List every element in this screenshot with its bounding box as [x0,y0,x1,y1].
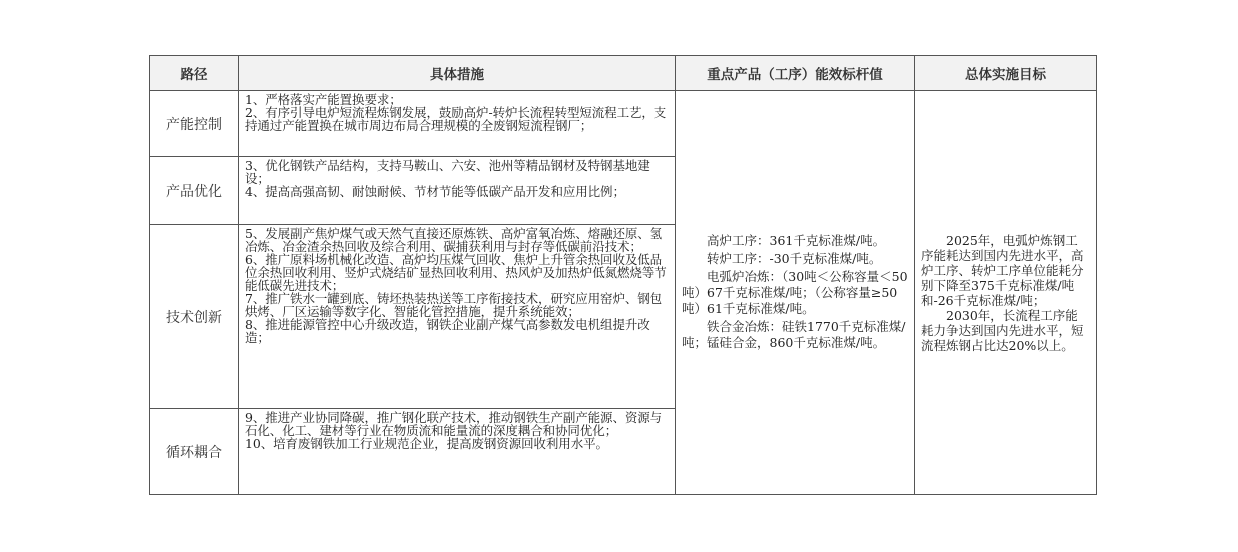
path-cell: 循环耦合 [150,409,239,495]
measure-item: 8、推进能源管控中心升级改造，钢铁企业副产煤气高参数发电机组提升改造； [245,317,650,345]
path-cell: 技术创新 [150,225,239,409]
header-benchmarks: 重点产品（工序）能效标杆值 [676,56,915,91]
table-row [150,91,1097,157]
measure-item: 5、发展副产焦炉煤气或天然气直接还原炼铁、高炉富氧冶炼、熔融还原、氢冶炼、冶金渣余热回收及综合利用、碳捕获利用与封存等低碳前沿技术； [245,226,663,254]
header-measures: 具体措施 [239,56,676,91]
benchmark-item: 铁合金冶炼：硅铁1770千克标准煤/吨；锰硅合金，860千克标准煤/吨。 [682,318,906,350]
table-header-row [150,56,1097,91]
measure-item: 7、推广铁水一罐到底、铸坯热装热送等工序衔接技术，研究应用窑炉、钢包烘烤、厂区运输等数字化、智能化管控措施，提升系统能效； [245,291,663,319]
header-path: 路径 [150,56,239,91]
benchmark-item: 电弧炉冶炼：（30吨＜公称容量＜50吨）67千克标准煤/吨；（公称容量≥50吨）61千克标准煤/吨。 [682,268,908,316]
goal-cell [915,91,1097,495]
goal-item: 2030年，长流程工序能耗力争达到国内先进水平，短流程炼钢占比达20%以上。 [921,307,1084,353]
header-goals: 总体实施目标 [915,56,1097,91]
measures-cell [239,91,676,157]
path-cell: 产能控制 [150,91,239,157]
measure-item: 4、提高高强高韧、耐蚀耐候、节材节能等低碳产品开发和应用比例； [245,184,625,199]
measures-cell [239,157,676,225]
benchmark-cell [676,91,915,495]
measure-item: 9、推进产业协同降碳，推广钢化联产技术，推动钢铁生产副产能源、资源与石化、化工、建材等行业在物质流和能量流的深度耦合和协同优化； [245,410,663,438]
measures-cell [239,409,676,495]
measures-cell [239,225,676,409]
measures-table [149,55,1097,495]
measure-item: 1、严格落实产能置换要求； [245,92,402,107]
benchmark-item: 高炉工序：361千克标准煤/吨。 [707,232,886,248]
measure-item: 3、优化钢铁产品结构，支持马鞍山、六安、池州等精品钢材及特钢基地建设； [245,158,650,186]
measure-item: 2、有序引导电炉短流程炼钢发展，鼓励高炉-转炉长流程转型短流程工艺，支持通过产能置换在城市周边布局合理规模的全废钢短流程钢厂； [245,105,667,133]
path-cell: 产品优化 [150,157,239,225]
measure-item: 6、推广原料场机械化改造、高炉均压煤气回收、焦炉上升管余热回收及低品位余热回收利用、竖炉式烧结矿显热回收利用、热风炉及加热炉低氮燃烧等节能低碳先进技术； [245,252,667,293]
benchmark-item: 转炉工序：-30千克标准煤/吨。 [707,250,882,266]
measure-item: 10、培育废钢铁加工行业规范企业，提高废钢资源回收利用水平。 [245,436,608,451]
goal-item: 2025年，电弧炉炼钢工序能耗达到国内先进水平，高炉工序、转炉工序单位能耗分别下降至375千克标准煤/吨和-26千克标准煤/吨； [921,232,1084,308]
